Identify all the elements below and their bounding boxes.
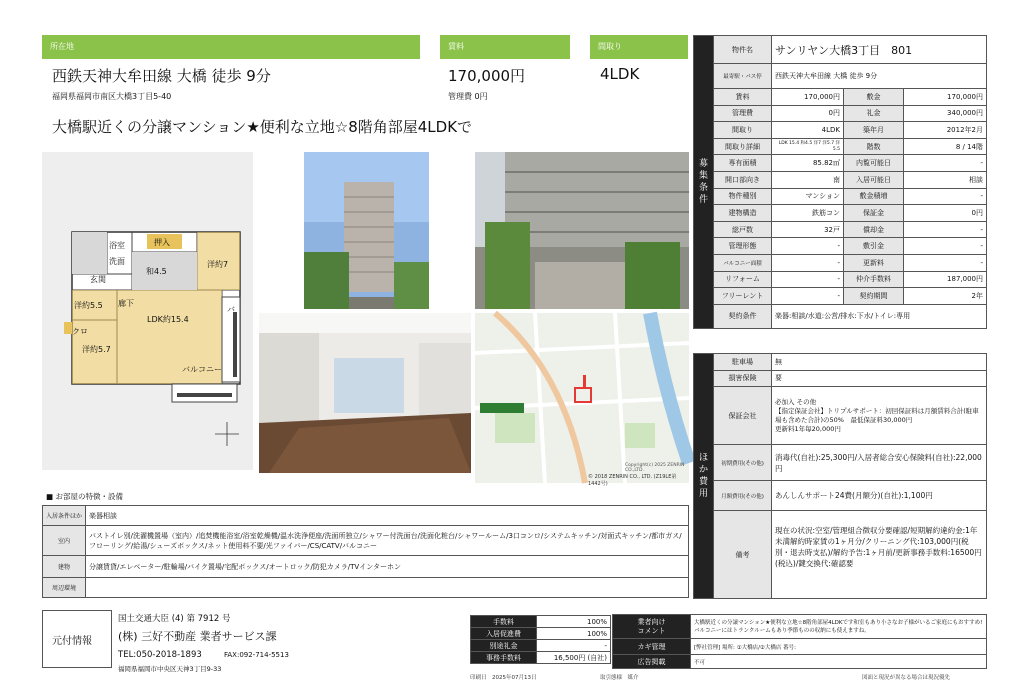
svg-text:浴室: 浴室 bbox=[109, 241, 125, 250]
agent-comment: 大橋駅近くの分譲マンション★便利な立地☆8階角部屋4LDKです和室もあり小さなお子様がいるご家庭にもおすすめ!バルコニーにはトランクルームもあり季節ものの収納にも使えますね。 bbox=[691, 615, 987, 639]
catchphrase: 大橋駅近くの分譲マンション★便利な立地☆8階角部屋4LDKで bbox=[52, 118, 473, 136]
spec-label: 階数 bbox=[844, 138, 904, 155]
spec-value: - bbox=[904, 254, 987, 271]
spec-value: - bbox=[904, 221, 987, 238]
feature-value: 分譲賃貸/エレベーター/駐輪場/バイク置場/宅配ボックス/オートロック/防犯カメラ/TVインターホン bbox=[86, 556, 689, 578]
spec-value: 340,000円 bbox=[904, 105, 987, 122]
spec-value: - bbox=[772, 271, 844, 288]
spec-label: 建物構造 bbox=[714, 205, 772, 222]
parking-label: 駐車場 bbox=[714, 354, 772, 371]
spec-label: 管理形態 bbox=[714, 238, 772, 255]
spec-value: 相談 bbox=[904, 171, 987, 188]
company-address: 福岡県福岡市中央区天神3丁目9-33 bbox=[118, 665, 222, 673]
map-copyright-2: © 2018 ZENRIN CO., LTD. (Z19LE第1442号) bbox=[588, 474, 677, 487]
key-management-value: [弊社管理] 場所: ①大橋店/②大橋店 番号: bbox=[691, 639, 987, 655]
spec-label: 物件名 bbox=[714, 36, 772, 64]
spec-value: 南 bbox=[772, 171, 844, 188]
feature-value: 楽器相談 bbox=[86, 506, 689, 526]
spec-label: 物件種別 bbox=[714, 188, 772, 205]
svg-text:廊下: 廊下 bbox=[118, 299, 134, 308]
feature-label: 周辺環境 bbox=[43, 578, 86, 598]
address-text: 福岡県福岡市南区大橋3丁目5-40 bbox=[52, 92, 172, 101]
spec-label: 内覧可能日 bbox=[844, 155, 904, 172]
spec-label: 敷引金 bbox=[844, 238, 904, 255]
svg-text:洋約7: 洋約7 bbox=[207, 260, 229, 269]
spec-label: 保証金 bbox=[844, 205, 904, 222]
guarantor-label: 保証会社 bbox=[714, 387, 772, 445]
spec-value: 85.82㎡ bbox=[772, 155, 844, 172]
floorplan-area bbox=[42, 202, 253, 470]
remarks-label: 備考 bbox=[714, 511, 772, 599]
photo-exterior-front bbox=[259, 152, 471, 309]
spec-label: 礼金 bbox=[844, 105, 904, 122]
photo-exterior-entrance bbox=[475, 152, 689, 309]
spec-label: 管理費 bbox=[714, 105, 772, 122]
spec-label: 更新料 bbox=[844, 254, 904, 271]
recruit-side-label: 募 集 条 件 bbox=[694, 36, 714, 329]
fee-label: 事務手数料 bbox=[471, 652, 537, 664]
spec-value: - bbox=[772, 254, 844, 271]
svg-text:クロ: クロ bbox=[72, 327, 88, 336]
spec-label: 間取り bbox=[714, 122, 772, 139]
spec-value: 32戸 bbox=[772, 221, 844, 238]
spec-label: 間取り詳細 bbox=[714, 138, 772, 155]
spec-value: - bbox=[772, 288, 844, 305]
spec-label: フリーレント bbox=[714, 288, 772, 305]
spec-value: 0円 bbox=[772, 105, 844, 122]
map bbox=[475, 313, 689, 487]
rent-tab bbox=[440, 35, 570, 59]
spec-value: 2012年2月 bbox=[904, 122, 987, 139]
agent-comment-label: 業者向け コメント bbox=[613, 615, 691, 639]
spec-value: 187,000円 bbox=[904, 271, 987, 288]
company-tel: TEL:050-2018-1893 bbox=[118, 650, 202, 660]
map-image bbox=[475, 313, 689, 483]
spec-value: 0円 bbox=[904, 205, 987, 222]
spec-label: 築年月 bbox=[844, 122, 904, 139]
layout-value: 4LDK bbox=[600, 65, 640, 83]
svg-text:LDK約15.4: LDK約15.4 bbox=[147, 315, 189, 324]
svg-text:バ: バ bbox=[227, 305, 235, 314]
features-title: ■ お部屋の特徴・設備 bbox=[46, 492, 123, 501]
spec-label: 償却金 bbox=[844, 221, 904, 238]
fee-table bbox=[470, 615, 611, 664]
exterior-entrance-image bbox=[475, 152, 689, 309]
spec-table bbox=[693, 35, 987, 329]
motozuke-label: 元付情報 bbox=[52, 636, 92, 647]
svg-text:洋約5.5: 洋約5.5 bbox=[74, 301, 103, 310]
company-name: (株) 三好不動産 業者サービス課 bbox=[118, 630, 277, 643]
spec-label: 入居可能日 bbox=[844, 171, 904, 188]
feature-label: 入居条件ほか bbox=[43, 506, 86, 526]
gray-pattern-box bbox=[42, 152, 253, 202]
initial-cost-value: 消毒代(自社):25,300円/入居者総合安心保険料(自社):22,000円 bbox=[772, 445, 987, 481]
fee-value: 100% bbox=[537, 628, 611, 640]
spec-value: 2年 bbox=[904, 288, 987, 305]
spec-label: バルコニー面積 bbox=[714, 254, 772, 271]
station-text: 西鉄天神大牟田線 大橋 徒歩 9分 bbox=[52, 67, 271, 85]
spec-value: LDK 15.4 和4.5 洋7 洋5.7 洋5.5 bbox=[772, 138, 844, 155]
other-fees-side-label: ほ か 費 用 bbox=[694, 354, 714, 599]
other-fees-table bbox=[693, 353, 987, 599]
insurance-label: 損害保険 bbox=[714, 370, 772, 387]
map-copyright-1: Copyright(c) 2025 ZENRIN CO.,LTD. bbox=[625, 463, 685, 473]
mgmt-fee-value: 管理費 0円 bbox=[448, 92, 488, 101]
monthly-cost-label: 月額費用(その他) bbox=[714, 481, 772, 511]
fee-label: 別途礼金 bbox=[471, 640, 537, 652]
layout-tab-label: 間取り bbox=[598, 42, 622, 51]
contract-value: 楽器:相談/水道:公営/排水:下水/トイレ:専用 bbox=[772, 304, 987, 328]
feature-label: 室内 bbox=[43, 526, 86, 556]
license-text: 国土交通大臣 (4) 第 7912 号 bbox=[118, 614, 231, 624]
spec-label: 総戸数 bbox=[714, 221, 772, 238]
company-fax: FAX:092-714-5513 bbox=[224, 651, 289, 659]
feature-label: 建物 bbox=[43, 556, 86, 578]
spec-value: - bbox=[904, 188, 987, 205]
spec-value: - bbox=[904, 155, 987, 172]
feature-value bbox=[86, 578, 689, 598]
ad-value: 不可 bbox=[691, 655, 987, 669]
spec-label: 開口部向き bbox=[714, 171, 772, 188]
spec-value: マンション bbox=[772, 188, 844, 205]
spec-value: 4LDK bbox=[772, 122, 844, 139]
initial-cost-label: 初期費用(その他) bbox=[714, 445, 772, 481]
rent-value: 170,000円 bbox=[448, 67, 526, 85]
svg-text:バルコニー: バルコニー bbox=[182, 365, 222, 374]
fee-value: - bbox=[537, 640, 611, 652]
rent-tab-label: 賃料 bbox=[448, 42, 464, 51]
insurance-value: 要 bbox=[772, 370, 987, 387]
exterior-front-image bbox=[259, 152, 471, 309]
contract-label: 契約条件 bbox=[714, 304, 772, 328]
svg-text:押入: 押入 bbox=[154, 238, 170, 247]
guarantor-value: 必加入 その他 【指定保証会社】トリプルサポート：初回保証料は月額賃料合計(駐車場も含めた合計)の50% 最低保証料30,000円 更新料1年毎20,000円 bbox=[772, 387, 987, 445]
broker-type: 取引態様 媒介 bbox=[600, 675, 639, 681]
spec-value: 鉄筋コン bbox=[772, 205, 844, 222]
print-date: 印刷日 2025年07月13日 bbox=[470, 675, 537, 681]
spec-value: 170,000円 bbox=[904, 89, 987, 106]
spec-label: 専有面積 bbox=[714, 155, 772, 172]
features-table bbox=[42, 505, 689, 598]
interior-ldk-image bbox=[259, 313, 471, 473]
agent-info-table bbox=[612, 614, 987, 669]
spec-label: リフォーム bbox=[714, 271, 772, 288]
footer-note: 図面と現況が異なる場合は現況優先 bbox=[862, 675, 951, 681]
spec-label: 仲介手数料 bbox=[844, 271, 904, 288]
fee-value: 16,500円 (自社) bbox=[537, 652, 611, 664]
spec-label: 契約期間 bbox=[844, 288, 904, 305]
svg-text:和4.5: 和4.5 bbox=[146, 267, 167, 276]
ad-label: 広告掲載 bbox=[613, 655, 691, 669]
floorplan-drawing bbox=[42, 202, 253, 470]
location-tab-label: 所在地 bbox=[50, 42, 74, 51]
parking-value: 無 bbox=[772, 354, 987, 371]
spec-value: 170,000円 bbox=[772, 89, 844, 106]
photo-interior-ldk bbox=[259, 313, 471, 473]
svg-text:玄関: 玄関 bbox=[90, 275, 106, 284]
spec-label: 賃料 bbox=[714, 89, 772, 106]
location-tab bbox=[42, 35, 420, 59]
layout-tab bbox=[590, 35, 688, 59]
fee-value: 100% bbox=[537, 616, 611, 628]
key-management-label: カギ管理 bbox=[613, 639, 691, 655]
remarks-value: 現在の状況:空室/管理組合徴収分要確認/短期解約違約金:1年未満解約時家賃の1ヶ月分/クリーニング代:103,000円(税別・退去時支払)/解約予告:1ヶ月前/更新事務手数料:16500円(税込)/鍵交換代:確認要 bbox=[772, 511, 987, 599]
fee-label: 入居促進費 bbox=[471, 628, 537, 640]
monthly-cost-value: あんしんサポート24費(月額分)(自社):1,100円 bbox=[772, 481, 987, 511]
feature-value: バストイレ別/洗濯機置場（室内）/追焚機能浴室/浴室乾燥機/温水洗浄便座/洗面所独立/シャワー付洗面台/洗面化粧台/シャワールーム/3口コンロ/システムキッチン/対面式キッチン/都市ガス/フローリング/給湯/シューズボックス/ネット使用料不要/光ファイバー/CS/CATV/バルコニー bbox=[86, 526, 689, 556]
spec-label: 最寄駅・バス停 bbox=[714, 64, 772, 89]
spec-label: 敷金 bbox=[844, 89, 904, 106]
spec-value: - bbox=[904, 238, 987, 255]
property-name: サンリヤン大橋3丁目 801 bbox=[772, 36, 987, 64]
spec-value: 8 / 14階 bbox=[904, 138, 987, 155]
fee-label: 手数料 bbox=[471, 616, 537, 628]
svg-text:洗面: 洗面 bbox=[109, 257, 125, 266]
svg-text:洋約5.7: 洋約5.7 bbox=[82, 345, 111, 354]
spec-value: - bbox=[772, 238, 844, 255]
nearest-station: 西鉄天神大牟田線 大橋 徒歩 9分 bbox=[772, 64, 987, 89]
spec-label: 敷金積増 bbox=[844, 188, 904, 205]
